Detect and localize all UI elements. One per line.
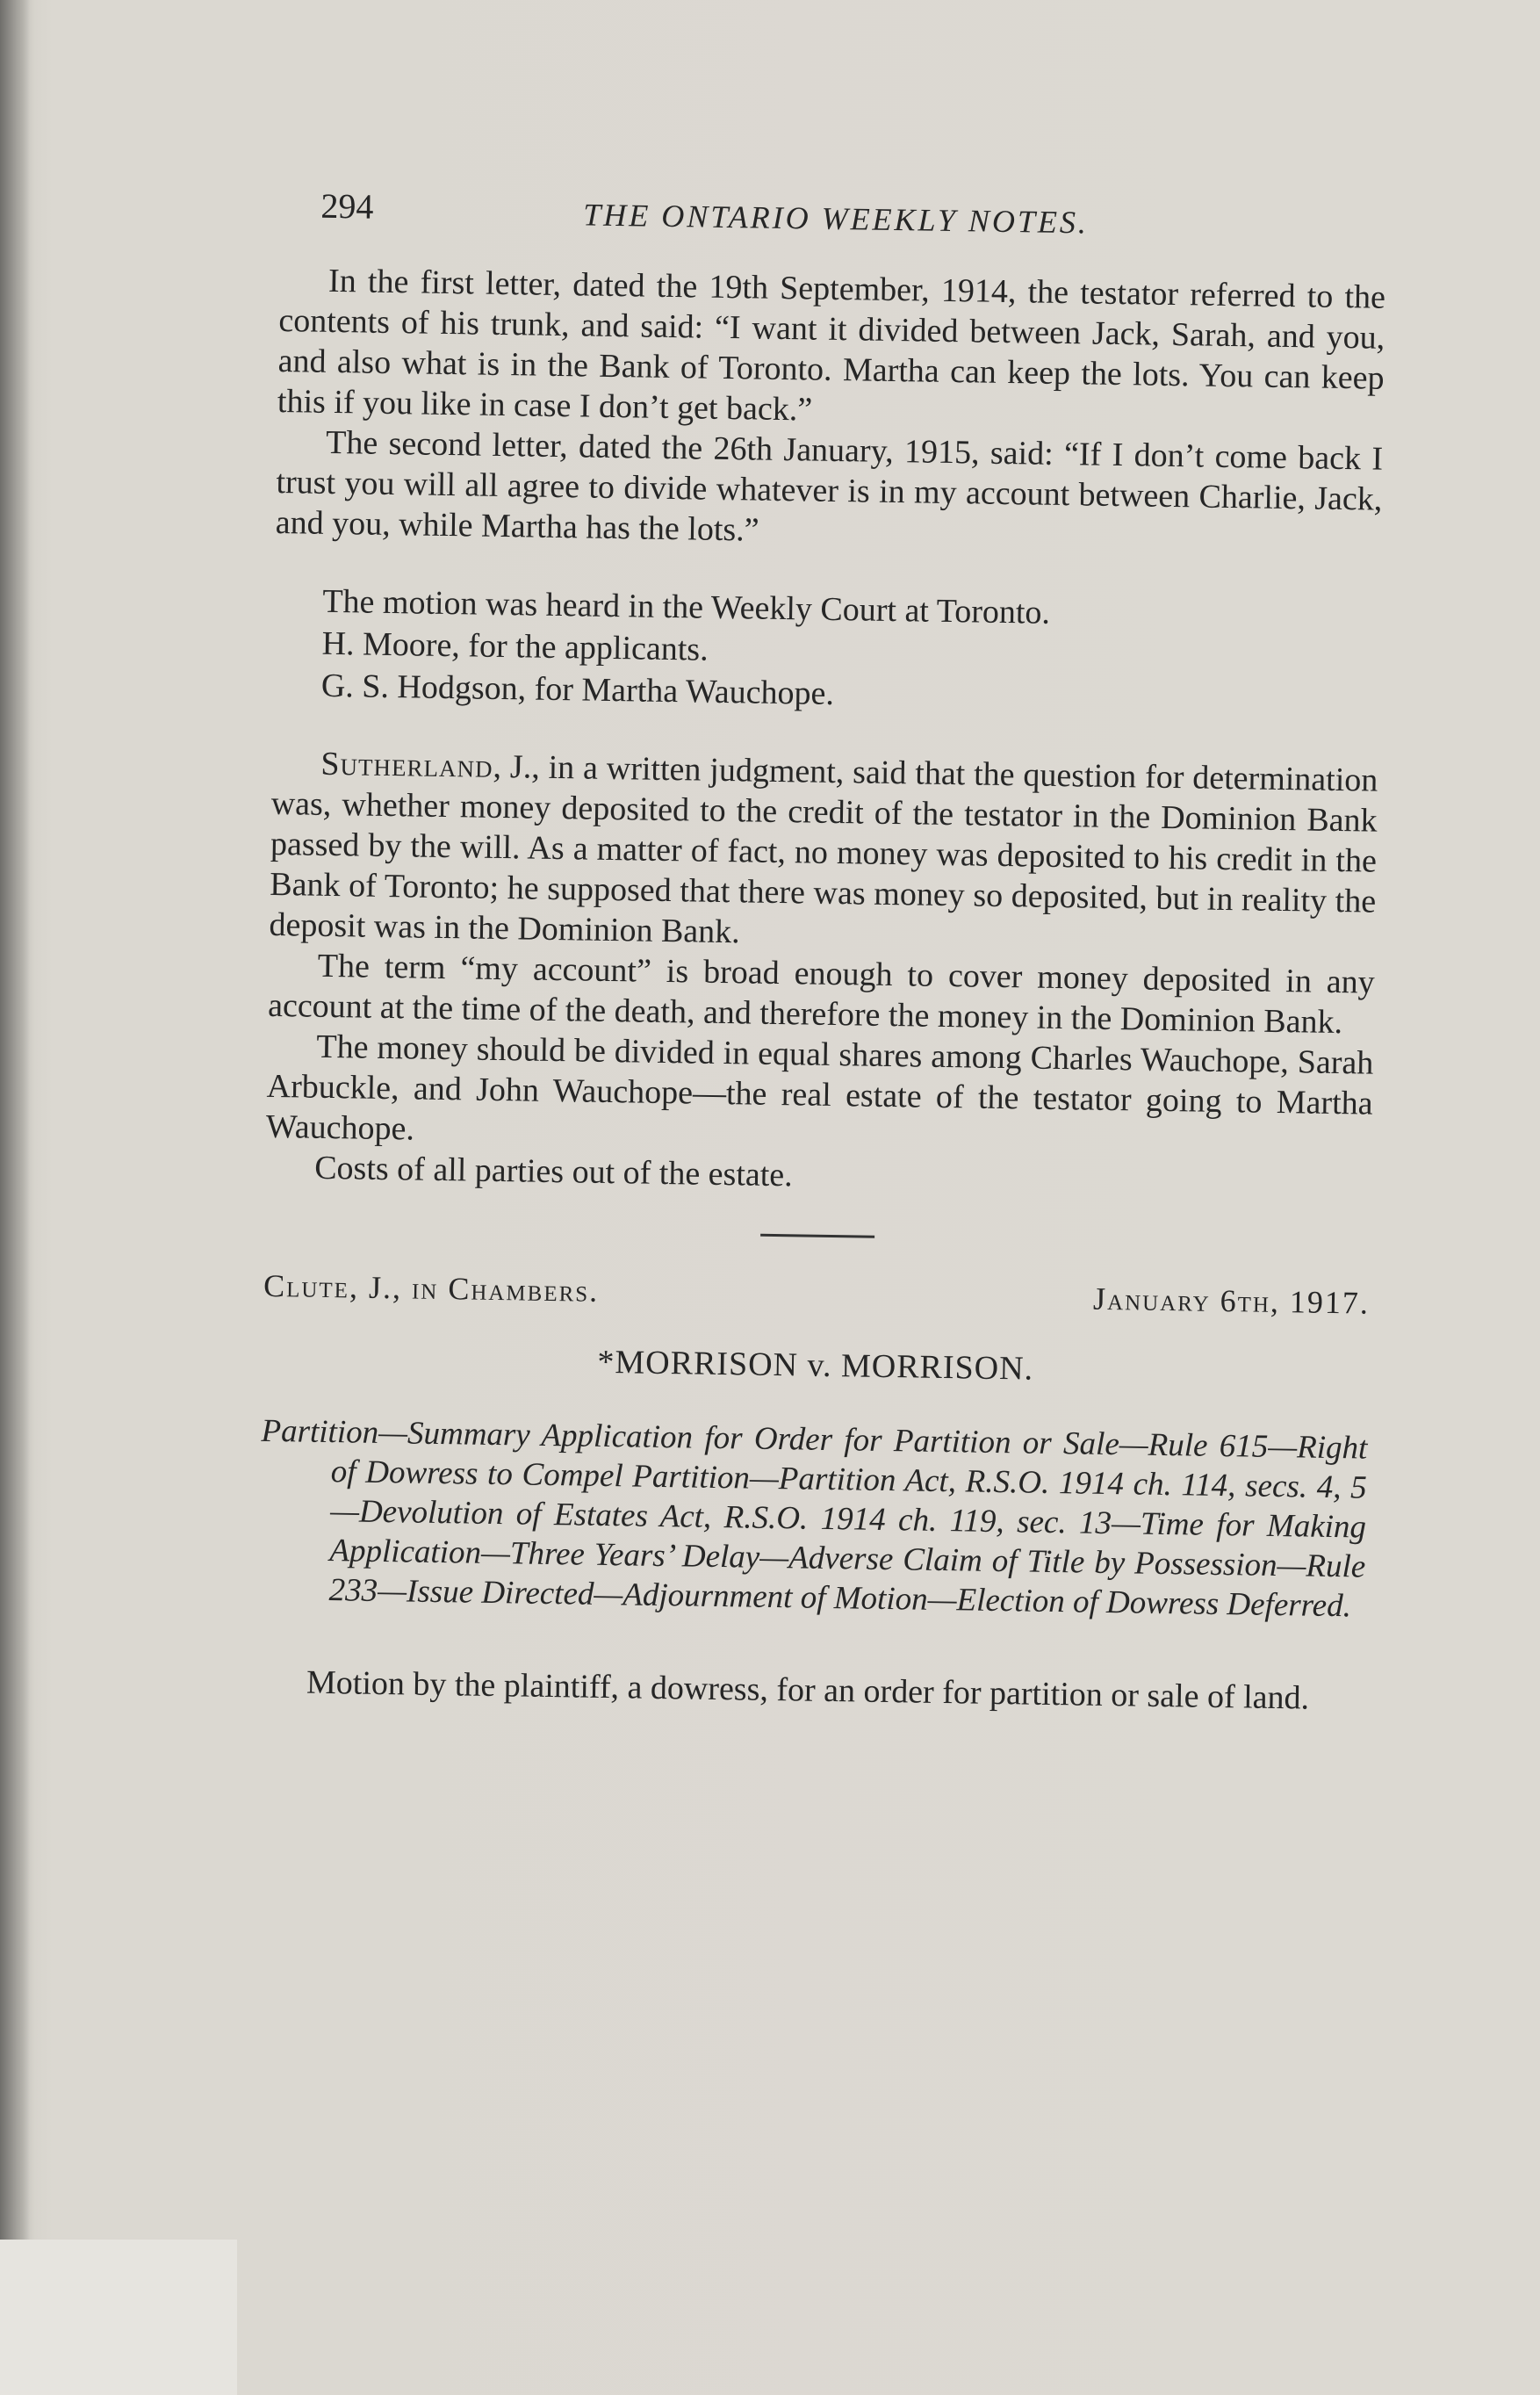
hearing-court: The motion was heard in the Weekly Court at Toronto.	[322, 582, 1051, 631]
letter-paragraph-2: The second letter, dated the 26th January, 1915, said: “If I don’t come back I trust you will all agree to divide whatever is in my account between Charlie, Jack, and you, while Martha has the lots.”	[275, 423, 1384, 549]
court-judge: Clute, J., in Chambers.	[263, 1267, 600, 1309]
judgment-paragraph-1	[269, 743, 1378, 963]
letter-paragraph-1: In the first letter, dated the 19th September, 1914, the testator referred to the contents of his trunk, and said: “I want it divided between Jack, Sarah, and you, and also what is in the Bank of Toronto. Martha can keep the lots. You can keep this if you like in case I don’t get back.”	[277, 262, 1386, 429]
judge-name: Sutherland	[320, 745, 493, 785]
judgment-paragraph-2: The term “my account” is broad enough to cover money deposited in any account at the time of the death, and therefore the money in the Dominion Bank.	[267, 947, 1376, 1042]
judgment-paragraph-3: The money should be divided in equal shares among Charles Wauchope, Sarah Arbuckle, and John Wauchope—the real estate of the testator going to Martha Wauchope.	[265, 1028, 1374, 1148]
page-number: 294	[320, 185, 374, 227]
section-divider	[760, 1234, 874, 1238]
counsel-respondent: G. S. Hodgson, for Martha Wauchope.	[320, 667, 835, 712]
case-title: *MORRISON v. MORRISON.	[597, 1343, 1034, 1388]
judgment-paragraph-4: Costs of all parties out of the estate.	[313, 1149, 794, 1194]
paper-patch	[0, 2240, 237, 2395]
headnote: Partition—Summary Application for Order for Partition or Sale—Rule 615—Right of Dowress to Compel Partition—Partition Act, R.S.O. 1914 ch. 114, secs. 4, 5—Devolution of Estates Act, R.S.O. 1914 ch. 119, sec. 13—Time for Making Application—Three Years’ Delay—Adverse Claim of Title by Possession—Rule 233—Issue Directed—Adjournment of Motion—Election of Dowress Deferred.	[261, 1412, 1368, 1625]
judgment-paragraph-1-text: , J., in a written judgment, said that the question for determination was, whether money deposited to the credit of the testator in the Dominion Bank passed by the will. As a matter of fact, no money was deposited to his credit in the Bank of Toronto; he supposed that there was money so deposited, but in reality the deposit was in the Dominion Bank.	[269, 747, 1378, 951]
motion-paragraph: Motion by the plaintiff, a dowress, for an order for partition or sale of land.	[306, 1663, 1310, 1717]
case-date: January 6th, 1917.	[1092, 1280, 1371, 1321]
text-block	[257, 176, 1387, 1720]
court-line	[263, 1267, 1371, 1338]
counsel-applicants: H. Moore, for the applicants.	[321, 624, 709, 668]
spine-shadow	[0, 0, 30, 2395]
running-head: THE ONTARIO WEEKLY NOTES.	[583, 197, 1090, 241]
